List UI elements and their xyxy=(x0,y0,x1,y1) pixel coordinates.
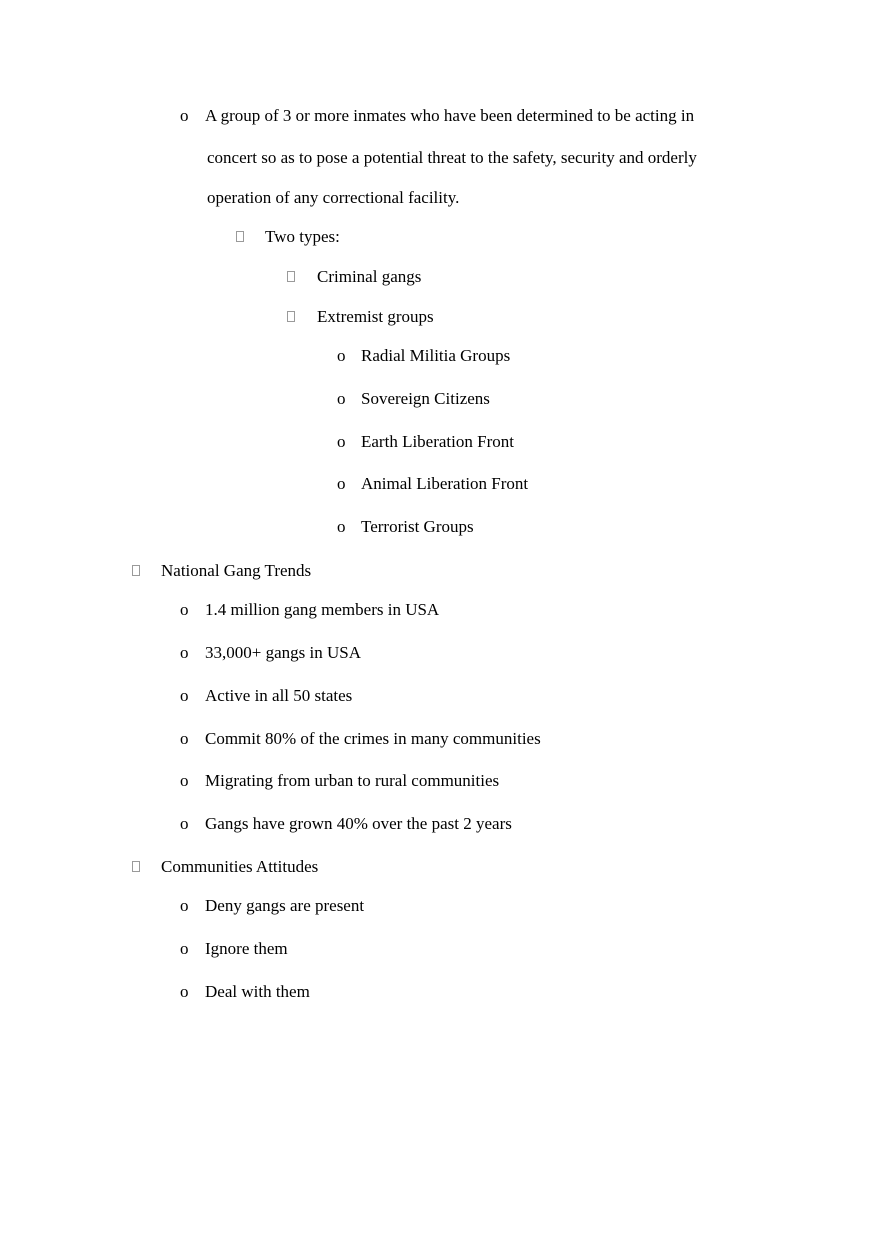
attitude-item: Deal with them xyxy=(205,982,310,1001)
community-attitudes-heading: Communities Attitudes xyxy=(161,857,319,876)
attitude-item: Deny gangs are present xyxy=(205,896,365,915)
trend-item: Commit 80% of the crimes in many communities xyxy=(205,729,541,748)
definition-line-2: concert so as to pose a potential threat to the safety, security and orderly xyxy=(207,148,697,167)
trend-item: 33,000+ gangs in USA xyxy=(205,643,361,662)
definition-line-1: A group of 3 or more inmates who have been determined to be acting in xyxy=(205,106,695,125)
circle-bullet: o xyxy=(180,939,189,958)
extremist-group-item: Animal Liberation Front xyxy=(361,474,529,493)
definition-line-3: operation of any correctional facility. xyxy=(207,188,460,207)
circle-bullet: o xyxy=(180,814,189,833)
circle-bullet: o xyxy=(337,432,346,451)
type-item: Extremist groups xyxy=(317,307,434,326)
trend-item: 1.4 million gang members in USA xyxy=(205,600,440,619)
trend-item: Active in all 50 states xyxy=(205,686,353,705)
attitude-item: Ignore them xyxy=(205,939,288,958)
circle-bullet: o xyxy=(180,896,189,915)
extremist-group-item: Sovereign Citizens xyxy=(361,389,490,408)
circle-bullet: o xyxy=(337,346,346,365)
circle-bullet: o xyxy=(180,600,189,619)
types-heading: Two types: xyxy=(265,227,340,246)
circle-bullet: o xyxy=(337,517,346,536)
trend-item: Migrating from urban to rural communities xyxy=(205,771,500,790)
extremist-group-item: Earth Liberation Front xyxy=(361,432,514,451)
circle-bullet: o xyxy=(180,686,189,705)
extremist-group-item: Radial Militia Groups xyxy=(361,346,511,365)
square-bullet-icon xyxy=(132,565,140,576)
circle-bullet: o xyxy=(180,106,189,125)
circle-bullet: o xyxy=(180,771,189,790)
square-bullet-icon xyxy=(287,311,295,322)
type-item: Criminal gangs xyxy=(317,267,422,286)
square-bullet-icon xyxy=(287,271,295,282)
extremist-group-item: Terrorist Groups xyxy=(361,517,474,536)
square-bullet-icon xyxy=(132,861,140,872)
national-trends-heading: National Gang Trends xyxy=(161,561,312,580)
square-bullet-icon xyxy=(236,231,244,242)
circle-bullet: o xyxy=(180,643,189,662)
circle-bullet: o xyxy=(180,729,189,748)
circle-bullet: o xyxy=(337,474,346,493)
circle-bullet: o xyxy=(180,982,189,1001)
trend-item: Gangs have grown 40% over the past 2 years xyxy=(205,814,512,833)
circle-bullet: o xyxy=(337,389,346,408)
